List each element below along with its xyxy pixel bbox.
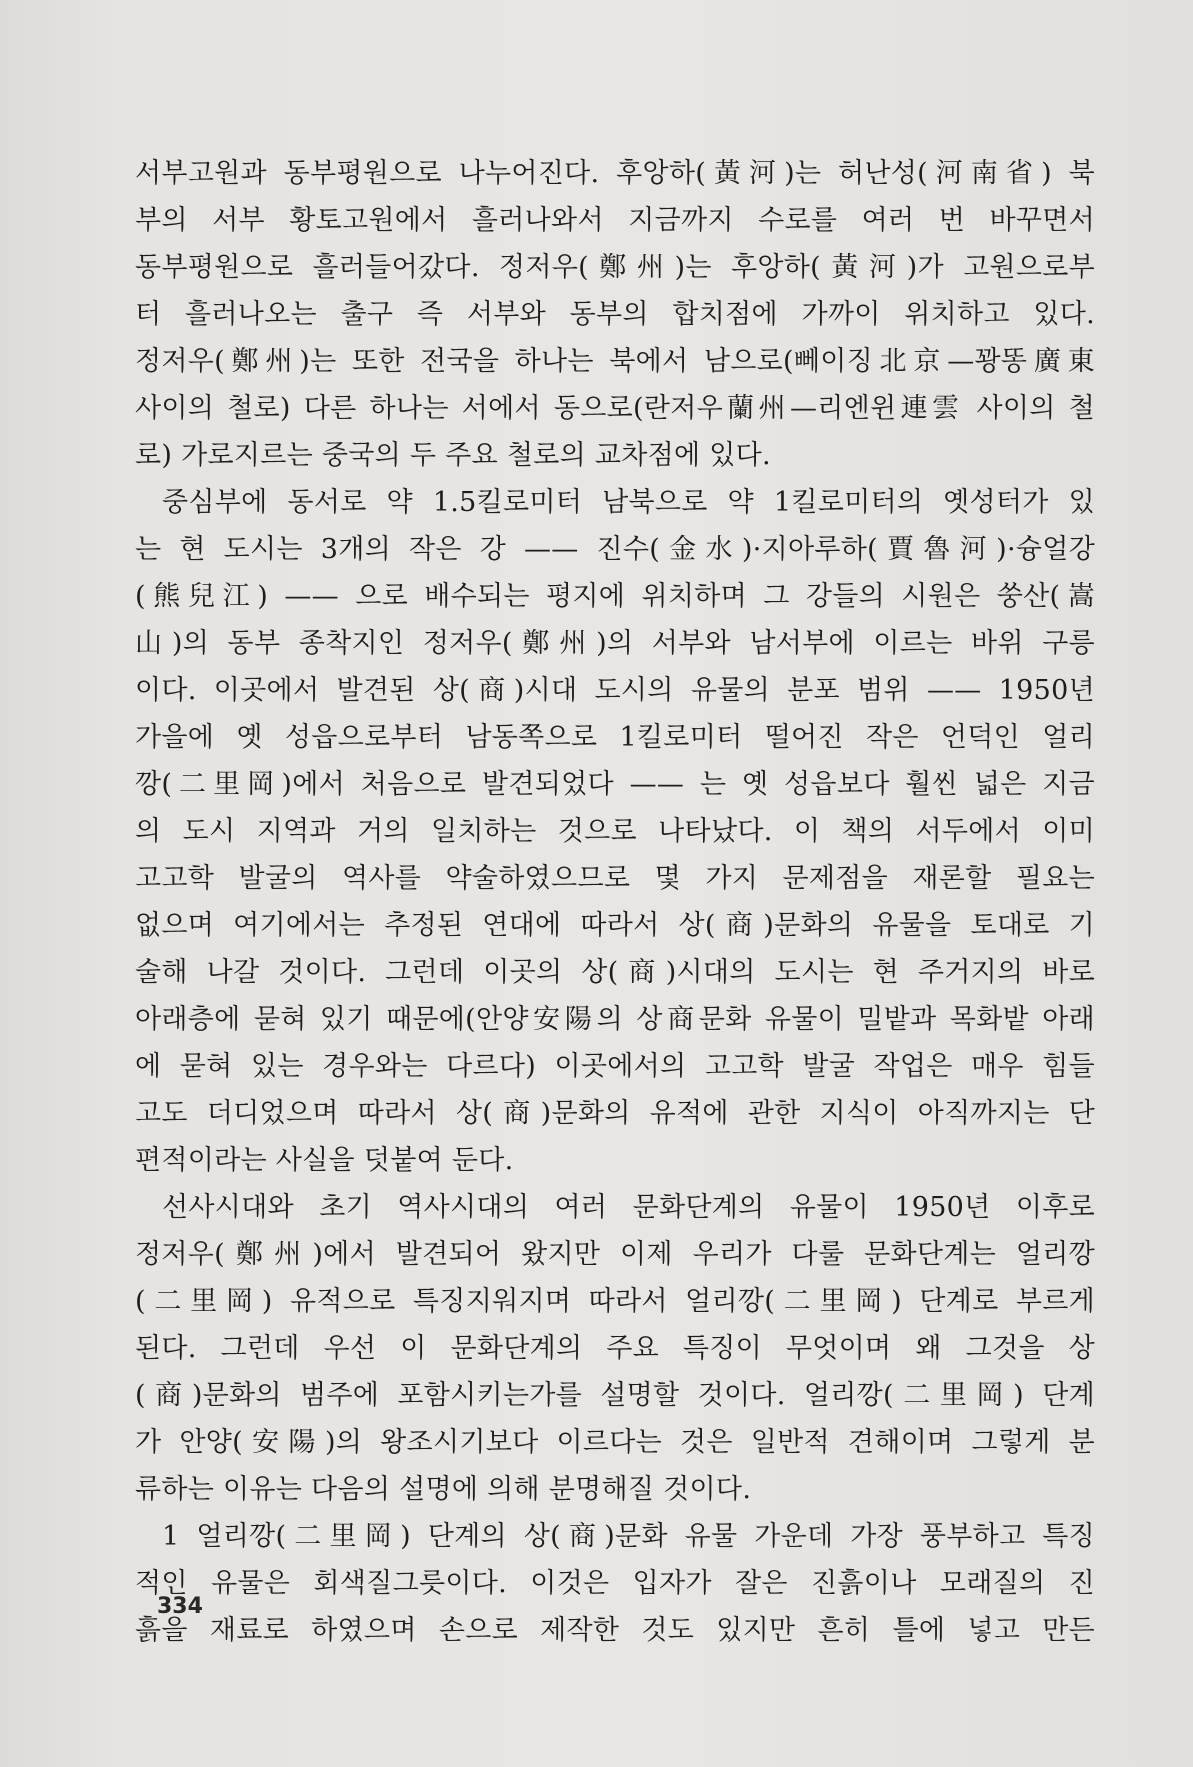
text-line: 중심부에 동서로 약 1.5킬로미터 남북으로 약 1킬로미터의 옛성터가 있 [162,487,1095,518]
text-line: 고고학 발굴의 역사를 약술하였으므로 몇 가지 문제점을 재론할 필요는 [135,863,1095,894]
page-number: 334 [157,1594,203,1619]
text-line: (二里岡) 유적으로 특징지워지며 따라서 얼리깡(二里岡) 단계로 부르게 [135,1286,1095,1317]
text-line: 동부평원으로 흘러들어갔다. 정저우(鄭州)는 후앙하(黃河)가 고원으로부 [135,252,1095,283]
text-line: 고도 더디었으며 따라서 상(商)문화의 유적에 관한 지식이 아직까지는 단 [135,1098,1095,1129]
text-line: 의 도시 지역과 거의 일치하는 것으로 나타났다. 이 책의 서두에서 이미 [135,816,1095,847]
text-line: 부의 서부 황토고원에서 흘러나와서 지금까지 수로를 여러 번 바꾸면서 [135,205,1095,236]
text-line: 없으며 여기에서는 추정된 연대에 따라서 상(商)문화의 유물을 토대로 기 [135,910,1095,941]
text-line: 술해 나갈 것이다. 그런데 이곳의 상(商)시대의 도시는 현 주거지의 바로 [135,957,1095,988]
text-line: 정저우(鄭州)에서 발견되어 왔지만 이제 우리가 다룰 문화단계는 얼리깡 [135,1239,1095,1270]
text-line: (商)문화의 범주에 포함시키는가를 설명할 것이다. 얼리깡(二里岡) 단계 [135,1380,1095,1411]
text-line: 류하는 이유는 다음의 설명에 의해 분명해질 것이다. [135,1474,752,1505]
text-line: 된다. 그런데 우선 이 문화단계의 주요 특징이 무엇이며 왜 그것을 상 [135,1333,1095,1364]
text-line: 1 얼리깡(二里岡) 단계의 상(商)문화 유물 가운데 가장 풍부하고 특징 [162,1521,1095,1552]
text-line: (熊兒江) —— 으로 배수되는 평지에 위치하며 그 강들의 시원은 쑹산(嵩 [135,581,1095,612]
text-line: 서부고원과 동부평원으로 나누어진다. 후앙하(黃河)는 허난성(河南省) 북 [135,158,1095,189]
body-text [135,150,1095,1654]
text-line: 가 안양(安陽)의 왕조시기보다 이르다는 것은 일반적 견해이며 그렇게 분 [135,1427,1095,1458]
text-line: 흙을 재료로 하였으며 손으로 제작한 것도 있지만 흔히 틀에 넣고 만든 [135,1615,1095,1646]
text-line: 사이의 철로) 다른 하나는 서에서 동으로(란저우蘭州—리엔윈連雲 사이의 철 [135,393,1095,424]
text-line: 정저우(鄭州)는 또한 전국을 하나는 북에서 남으로(뻬이징北京—꽝똥廣東 [135,346,1095,377]
text-line: 적인 유물은 회색질그릇이다. 이것은 입자가 잘은 진흙이나 모래질의 진 [135,1568,1095,1599]
text-line: 선사시대와 초기 역사시대의 여러 문화단계의 유물이 1950년 이후로 [162,1192,1095,1223]
text-line: 에 묻혀 있는 경우와는 다르다) 이곳에서의 고고학 발굴 작업은 매우 힘들 [135,1051,1095,1082]
text-line: 이다. 이곳에서 발견된 상(商)시대 도시의 유물의 분포 범위 —— 1950년 [135,675,1095,706]
text-line: 가을에 옛 성읍으로부터 남동쪽으로 1킬로미터 떨어진 작은 언덕인 얼리 [135,722,1095,753]
text-line: 아래층에 묻혀 있기 때문에(안양安陽의 상商문화 유물이 밀밭과 목화밭 아래 [135,1004,1095,1035]
text-line: 터 흘러나오는 출구 즉 서부와 동부의 합치점에 가까이 위치하고 있다. [135,299,1095,330]
text-line: 山)의 동부 종착지인 정저우(鄭州)의 서부와 남서부에 이르는 바위 구릉 [135,628,1095,659]
text-line: 로) 가로지르는 중국의 두 주요 철로의 교차점에 있다. [135,440,771,471]
text-line: 깡(二里岡)에서 처음으로 발견되었다 —— 는 옛 성읍보다 훨씬 넓은 지금 [135,769,1095,800]
text-line: 편적이라는 사실을 덧붙여 둔다. [135,1145,514,1176]
text-line: 는 현 도시는 3개의 작은 강 —— 진수(金水)·지아루하(賈魯河)·슝얼강 [135,534,1095,565]
